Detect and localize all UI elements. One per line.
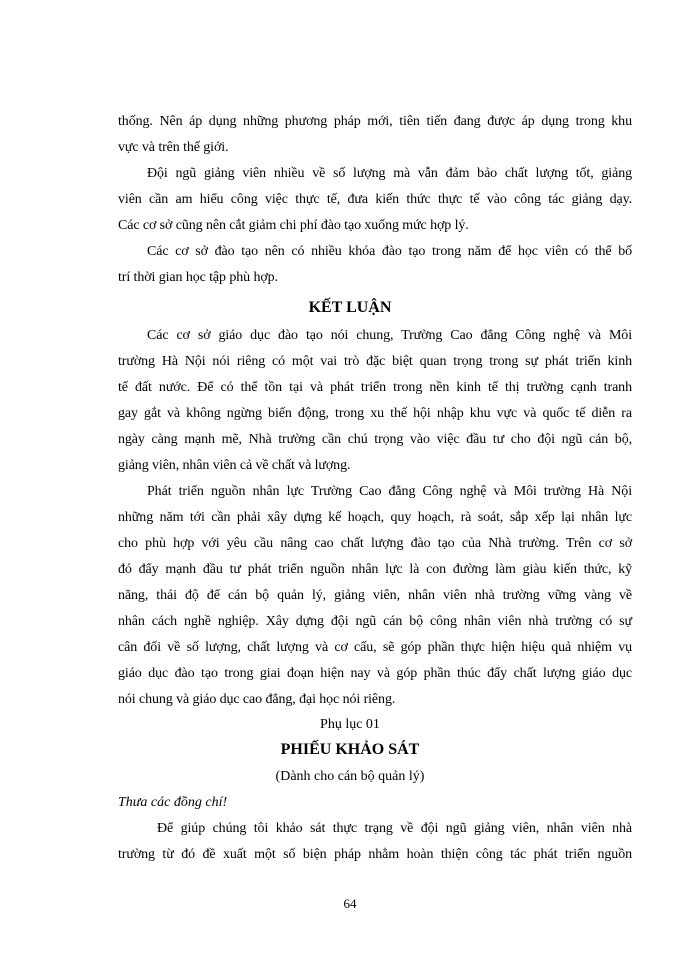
paragraph-line: trường Hà Nội nói riêng có một vai trò đặc biệt quan trọng trong sự phát triển kinh — [118, 354, 632, 369]
paragraph-line: giáo dục đào tạo trong giai đoạn hiện nay và góp phần thúc đẩy chất lượng giáo dục — [118, 666, 632, 681]
paragraph-line: Đội ngũ giảng viên nhiều về số lượng mà vẫn đảm bảo chất lượng tốt, giảng — [147, 166, 632, 181]
paragraph-line: những năm tới cần phải xây dựng kế hoạch, quy hoạch, rà soát, sắp xếp lại nhân lực — [118, 510, 632, 525]
paragraph-line: năng, thái độ để cán bộ quản lý, giảng viên, nhân viên nhà trường vững vàng về — [118, 588, 632, 603]
appendix-label: Phụ lục 01 — [320, 717, 380, 732]
paragraph-line: cân đối về số lượng, chất lượng và cơ cấu, sẽ góp phần thực hiện hiệu quả nhiệm vụ — [118, 640, 632, 655]
paragraph-line: viên cần am hiểu công việc thực tế, đưa kiến thức thực tế vào công tác giảng dạy. — [118, 192, 632, 207]
paragraph-line: gay gắt và không ngừng biến động, trong xu thế hội nhập khu vực và quốc tế diễn ra — [118, 406, 632, 421]
paragraph-line: vực và trên thế giới. — [118, 140, 229, 155]
paragraph-line: Các cơ sở đào tạo nên có nhiều khóa đào tạo trong năm để học viên có thể bố — [147, 244, 632, 259]
paragraph-line: nói chung và giáo dục cao đẳng, đại học nói riêng. — [118, 692, 396, 707]
paragraph-line: Các cơ sở cũng nên cắt giảm chi phí đào tạo xuống mức hợp lý. — [118, 218, 469, 233]
survey-subtitle: (Dành cho cán bộ quản lý) — [275, 769, 425, 784]
paragraph-line: trường từ đó đề xuất một số biện pháp nhằm hoàn thiện công tác phát triển nguồn — [118, 847, 632, 862]
greeting: Thưa các đồng chí! — [118, 795, 228, 810]
paragraph-line: đó đẩy mạnh đầu tư phát triển nguồn nhân lực là con đường làm giàu kiến thức, kỹ — [118, 562, 632, 577]
conclusion-heading: KẾT LUẬN — [308, 299, 392, 316]
paragraph-line: Phát triển nguồn nhân lực Trường Cao đẳng Công nghệ và Môi trường Hà Nội — [147, 484, 632, 499]
paragraph-line: trí thời gian học tập phù hợp. — [118, 270, 278, 285]
paragraph-line: nhân cách nghề nghiệp. Xây dựng đội ngũ cán bộ công nhân viên nhà trường có sự — [118, 614, 632, 629]
page-number: 64 — [343, 896, 357, 911]
paragraph-line: giảng viên, nhân viên cả về chất và lượng. — [118, 458, 351, 473]
paragraph-line: Các cơ sở giáo dục đào tạo nói chung, Trường Cao đẳng Công nghệ và Môi — [147, 328, 632, 343]
paragraph-line: Để giúp chúng tôi khảo sát thực trạng về đội ngũ giảng viên, nhân viên nhà — [157, 821, 632, 836]
paragraph-line: tế đất nước. Để có thể tồn tại và phát triển trong nền kinh tế thị trường cạnh tranh — [118, 380, 632, 395]
paragraph-line: ngày càng mạnh mẽ, Nhà trường cần chú trọng vào việc đầu tư cho đội ngũ cán bộ, — [118, 432, 632, 447]
paragraph-line: cho phù hợp với yêu cầu nâng cao chất lượng đào tạo của Nhà trường. Trên cơ sở — [118, 536, 632, 551]
paragraph-line: thống. Nên áp dụng những phương pháp mới, tiên tiến đang được áp dụng trong khu — [118, 114, 632, 129]
survey-heading: PHIẾU KHẢO SÁT — [280, 741, 420, 758]
